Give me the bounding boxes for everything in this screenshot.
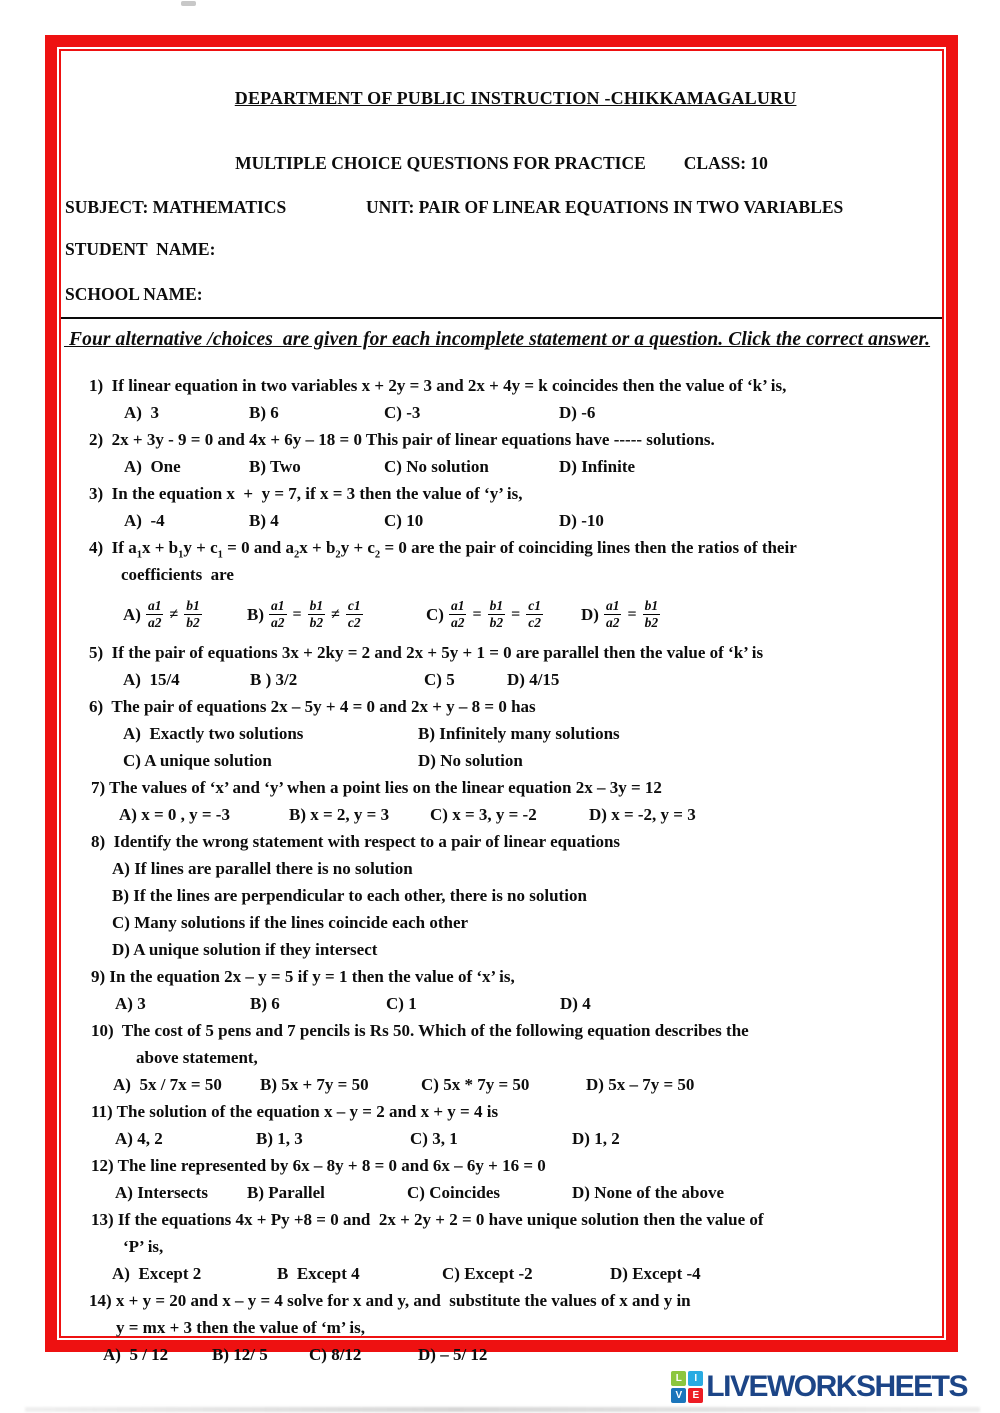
question-text: 13) If the equations 4x + Py +8 = 0 and 2x + 2y + 2 = 0 have unique solution then the value of: [91, 1210, 764, 1229]
options-row: [61, 1179, 942, 1206]
answer-option[interactable]: B) If the lines are perpendicular to each other, there is no solution: [112, 886, 587, 905]
logo-tile-i: I: [688, 1371, 703, 1386]
question-item: [61, 1152, 942, 1206]
fraction: $\frac{b1}{b2}$: [644, 598, 659, 630]
school-name-label: SCHOOL NAME:: [65, 284, 203, 304]
answer-option[interactable]: [247, 591, 363, 637]
fraction: $\frac{a1}{a2}$: [271, 598, 285, 630]
answer-option[interactable]: C) No solution: [384, 457, 489, 476]
options-row: [61, 1260, 942, 1287]
options-row: [61, 990, 942, 1017]
logo-tile-l: L: [671, 1371, 686, 1386]
liveworksheets-logo: [671, 1369, 967, 1405]
class-label: CLASS: 10: [683, 153, 768, 173]
question-text: y = mx + 3 then the value of ‘m’ is,: [116, 1318, 366, 1337]
answer-option[interactable]: C) Many solutions if the lines coincide each other: [112, 913, 469, 932]
answer-option[interactable]: A) Intersects: [115, 1183, 208, 1202]
question-item: [61, 534, 942, 637]
fraction: $\frac{b1}{b2}$: [489, 598, 504, 630]
answer-option[interactable]: D) -10: [559, 511, 604, 530]
question-text: 2) 2x + 3y - 9 = 0 and 4x + 6y – 18 = 0 This pair of linear equations have ----- solutions.: [89, 430, 715, 449]
unit-label: UNIT: PAIR OF LINEAR EQUATIONS IN TWO VARIABLES: [366, 197, 844, 217]
fraction: $\frac{a1}{a2}$: [450, 598, 465, 630]
question-text: coefficients are: [121, 565, 234, 584]
question-text: above statement,: [136, 1048, 258, 1067]
question-item: [61, 963, 942, 1017]
answer-option[interactable]: D) 5x – 7y = 50: [586, 1075, 695, 1094]
options-row: [61, 909, 942, 936]
fraction-options-row: [61, 591, 942, 637]
answer-option[interactable]: D) 4/15: [507, 670, 560, 689]
options-row: [61, 1071, 942, 1098]
answer-option[interactable]: A) 3: [124, 403, 159, 422]
fraction: $\frac{c1}{c2}$: [528, 598, 541, 630]
question-text: 11) The solution of the equation x – y = 2 and x + y = 4 is: [91, 1102, 499, 1121]
relation-operator: ≠: [331, 605, 340, 623]
relation-operator: =: [292, 605, 302, 623]
answer-option[interactable]: D) Infinite: [559, 457, 636, 476]
answer-option[interactable]: D) 4: [560, 994, 591, 1013]
logo-tile-e: E: [688, 1388, 703, 1403]
options-row: [61, 747, 942, 774]
answer-option[interactable]: D) Except -4: [610, 1264, 701, 1283]
worksheet-page: [59, 49, 944, 1364]
answer-option[interactable]: B) 12/ 5: [212, 1345, 268, 1364]
subtitle-row: [61, 153, 942, 174]
question-item: [61, 1287, 942, 1368]
answer-option[interactable]: [123, 591, 202, 637]
options-row: [61, 936, 942, 963]
question-text: 1) If linear equation in two variables x + 2y = 3 and 2x + 4y = k coincides then the value of ‘k’ is,: [89, 376, 787, 395]
answer-option[interactable]: B) 4: [249, 511, 279, 530]
question-item: [61, 480, 942, 534]
answer-option[interactable]: A) Except 2: [112, 1264, 202, 1283]
answer-option[interactable]: A) 3: [115, 994, 146, 1013]
option-label: D): [581, 604, 599, 624]
subject-row: [61, 197, 942, 218]
liveworksheets-tiles-icon: [671, 1371, 703, 1403]
answer-option[interactable]: A) 5x / 7x = 50: [113, 1075, 222, 1094]
answer-option[interactable]: C) 8/12: [309, 1345, 362, 1364]
relation-operator: ≠: [169, 605, 179, 623]
brand-name: LIVEWORKSHEETS: [706, 1370, 967, 1403]
answer-option[interactable]: C) Coincides: [407, 1183, 501, 1202]
answer-option[interactable]: A) If lines are parallel there is no solution: [112, 859, 413, 878]
options-row: [61, 720, 942, 747]
answer-option[interactable]: D) – 5/ 12: [418, 1345, 488, 1364]
answer-option[interactable]: B) Two: [249, 457, 301, 476]
question-text: 6) The pair of equations 2x – 5y + 4 = 0 and 2x + y – 8 = 0 has: [89, 697, 536, 716]
fraction: $\frac{a1}{a2}$: [605, 598, 620, 630]
question-item: [61, 693, 942, 774]
question-text: 5) If the pair of equations 3x + 2ky = 2 and 2x + 5y + 1 = 0 are parallel then the value of ‘k’ is: [89, 643, 764, 662]
answer-option[interactable]: A) One: [124, 457, 181, 476]
scan-artifact-bottom: [25, 1407, 980, 1412]
answer-option[interactable]: C) Except -2: [442, 1264, 533, 1283]
answer-option[interactable]: C) 10: [384, 511, 424, 530]
options-row: [61, 882, 942, 909]
options-row: [61, 1341, 942, 1368]
worksheet-frame: [45, 35, 958, 1364]
answer-option[interactable]: [581, 591, 660, 637]
options-row: [61, 855, 942, 882]
questions-list: [61, 372, 942, 1368]
scan-artifact: [181, 1, 196, 6]
answer-option[interactable]: C) -3: [384, 403, 421, 422]
options-row: [61, 507, 942, 534]
answer-option[interactable]: B ) 3/2: [250, 670, 298, 689]
question-text: 4) If $a_1x + b_1y + c_1 = 0$ and $a_2x + b_2y + c_2 = 0$ are the pair of coinciding lines then the ratios of their: [89, 538, 797, 561]
question-text: 3) In the equation x + y = 7, if x = 3 then the value of ‘y’ is,: [89, 484, 523, 503]
question-item: [61, 639, 942, 693]
answer-option[interactable]: B) Parallel: [247, 1183, 325, 1202]
subject-label: SUBJECT: MATHEMATICS: [65, 197, 287, 217]
answer-option[interactable]: C) 3, 1: [410, 1129, 458, 1148]
answer-option[interactable]: B) Infinitely many solutions: [418, 724, 620, 743]
question-text: ‘P’ is,: [123, 1237, 164, 1256]
answer-option[interactable]: D) x = -2, y = 3: [589, 805, 696, 824]
question-text: 7) The values of ‘x’ and ‘y’ when a point lies on the linear equation 2x – 3y = 12: [91, 778, 662, 797]
answer-option[interactable]: A) 4, 2: [115, 1129, 163, 1148]
question-text: 10) The cost of 5 pens and 7 pencils is Rs 50. Which of the following equation describes the: [91, 1021, 749, 1040]
options-row: [61, 453, 942, 480]
answer-option[interactable]: A) -4: [124, 511, 165, 530]
answer-option[interactable]: B) 5x + 7y = 50: [260, 1075, 369, 1094]
answer-option[interactable]: A) 15/4: [123, 670, 180, 689]
page-title: DEPARTMENT OF PUBLIC INSTRUCTION -CHIKKAMAGALURU: [234, 88, 797, 108]
options-row: [61, 399, 942, 426]
answer-option[interactable]: D) 1, 2: [572, 1129, 620, 1148]
answer-option[interactable]: B Except 4: [277, 1264, 360, 1283]
options-row: [61, 666, 942, 693]
fraction: $\frac{b1}{b2}$: [186, 598, 200, 630]
question-text: 8) Identify the wrong statement with respect to a pair of linear equations: [91, 832, 621, 851]
options-row: [61, 801, 942, 828]
answer-option[interactable]: C) x = 3, y = -2: [430, 805, 537, 824]
relation-operator: =: [627, 605, 637, 623]
fraction: $\frac{c1}{c2}$: [347, 598, 361, 630]
question-item: [61, 774, 942, 828]
header-divider: [61, 317, 942, 319]
options-row: [61, 1125, 942, 1152]
answer-option[interactable]: D) -6: [559, 403, 596, 422]
answer-option[interactable]: B) x = 2, y = 3: [289, 805, 390, 824]
answer-option[interactable]: A) Exactly two solutions: [123, 724, 304, 743]
option-label: B): [247, 604, 264, 624]
question-item: [61, 1017, 942, 1098]
logo-tile-v: V: [671, 1388, 686, 1403]
answer-option[interactable]: B) 6: [250, 994, 280, 1013]
answer-option[interactable]: C) 1: [386, 994, 417, 1013]
option-label: A): [123, 604, 141, 624]
answer-option[interactable]: D) A unique solution if they intersect: [112, 940, 378, 959]
answer-option[interactable]: C) 5: [424, 670, 455, 689]
question-text: 9) In the equation 2x – y = 5 if y = 1 then the value of ‘x’ is,: [91, 967, 515, 986]
relation-operator: =: [472, 605, 482, 623]
answer-option[interactable]: B) 6: [249, 403, 279, 422]
question-text: 14) x + y = 20 and x – y = 4 solve for x and y, and substitute the values of x and y in: [89, 1291, 691, 1310]
question-item: [61, 828, 942, 963]
answer-option[interactable]: C) 5x * 7y = 50: [421, 1075, 530, 1094]
student-name-label: STUDENT NAME:: [65, 239, 216, 259]
answer-option[interactable]: [426, 591, 543, 637]
answer-option[interactable]: C) A unique solution: [123, 751, 272, 770]
question-item: [61, 1098, 942, 1152]
relation-operator: =: [511, 605, 521, 623]
instruction-text: Four alternative /choices are given for each incomplete statement or a question. Click the correct answer.: [64, 329, 931, 350]
fraction: $\frac{b1}{b2}$: [309, 598, 324, 630]
answer-option[interactable]: D) None of the above: [572, 1183, 725, 1202]
question-item: [61, 426, 942, 480]
question-item: [61, 372, 942, 426]
question-item: [61, 1206, 942, 1287]
subtitle: MULTIPLE CHOICE QUESTIONS FOR PRACTICE: [235, 153, 646, 173]
answer-option[interactable]: A) x = 0 , y = -3: [119, 805, 230, 824]
option-label: C): [426, 604, 444, 624]
answer-option[interactable]: A) 5 / 12: [103, 1345, 169, 1364]
answer-option[interactable]: B) 1, 3: [256, 1129, 303, 1148]
answer-option[interactable]: D) No solution: [418, 751, 523, 770]
question-text: 12) The line represented by 6x – 8y + 8 = 0 and 6x – 6y + 16 = 0: [91, 1156, 546, 1175]
fraction: $\frac{a1}{a2}$: [147, 598, 162, 630]
